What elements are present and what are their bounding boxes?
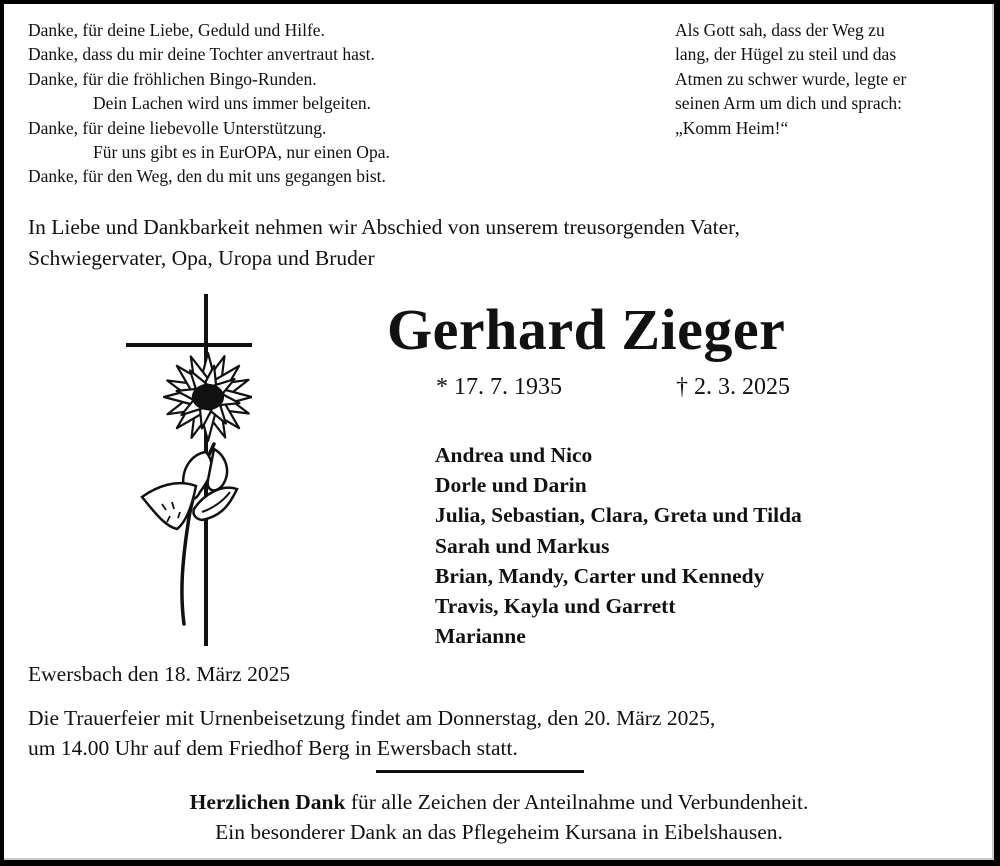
- intro-line: In Liebe und Dankbarkeit nehmen wir Abschied von unserem treusorgenden Vater,: [28, 215, 740, 239]
- thanks-rest: für alle Zeichen der Anteilnahme und Verbundenheit.: [345, 790, 809, 814]
- place-date: Ewersbach den 18. März 2025: [28, 662, 291, 686]
- family-member: Dorle und Darin: [435, 473, 587, 498]
- ceremony-info: [28, 703, 715, 763]
- cross-with-sunflower-icon: [122, 294, 252, 646]
- family-member: Brian, Mandy, Carter und Kennedy: [435, 563, 765, 588]
- thanks-line-2: Ein besonderer Dank an das Pflegeheim Kursana in Eibelshausen.: [215, 820, 783, 844]
- poem-left-line: Danke, für den Weg, den du mit uns gegangen bist.: [28, 166, 386, 187]
- thanks-text: [4, 787, 994, 847]
- family-member: Marianne: [435, 624, 526, 649]
- poem-right-line: seinen Arm um dich und sprach:: [675, 93, 902, 114]
- deceased-name: Gerhard Zieger: [387, 297, 786, 362]
- divider: [376, 770, 584, 773]
- ceremony-line: um 14.00 Uhr auf dem Friedhof Berg in Ewersbach statt.: [28, 736, 518, 760]
- poem-left-line: Danke, für deine Liebe, Geduld und Hilfe.: [28, 20, 325, 40]
- poem-right-line: „Komm Heim!“: [675, 117, 789, 138]
- poem-left-line: Danke, für deine liebevolle Unterstützung.: [28, 117, 327, 138]
- ceremony-line: Die Trauerfeier mit Urnenbeisetzung findet am Donnerstag, den 20. März 2025,: [28, 706, 716, 730]
- family-member: Andrea und Nico: [435, 443, 593, 467]
- family-member: Julia, Sebastian, Clara, Greta und Tilda: [435, 503, 802, 528]
- obituary-notice: [4, 4, 994, 860]
- death-date: † 2. 3. 2025: [676, 374, 790, 400]
- poem-left: [28, 18, 390, 189]
- poem-right-line: lang, der Hügel zu steil und das: [675, 44, 897, 65]
- intro-line: Schwiegervater, Opa, Uropa und Bruder: [28, 246, 375, 270]
- family-list: [435, 440, 802, 651]
- family-member: Sarah und Markus: [435, 533, 610, 558]
- poem-right-line: Atmen zu schwer wurde, legte er: [675, 68, 907, 89]
- poem-left-line-indented: Dein Lachen wird uns immer belgeiten.: [93, 93, 371, 114]
- family-member: Travis, Kayla und Garrett: [435, 594, 676, 619]
- poem-left-line: Danke, für die fröhlichen Bingo-Runden.: [28, 68, 317, 89]
- thanks-bold: Herzlichen Dank: [189, 790, 346, 814]
- poem-left-line-indented: Für uns gibt es in EurOPA, nur einen Opa.: [93, 142, 390, 163]
- birth-date: * 17. 7. 1935: [436, 374, 562, 400]
- thanks-line-1: [4, 787, 994, 817]
- poem-left-line: Danke, dass du mir deine Tochter anvertraut hast.: [28, 44, 375, 65]
- poem-right-line: Als Gott sah, dass der Weg zu: [675, 20, 885, 40]
- intro-text: [28, 212, 740, 274]
- poem-right: [675, 18, 975, 140]
